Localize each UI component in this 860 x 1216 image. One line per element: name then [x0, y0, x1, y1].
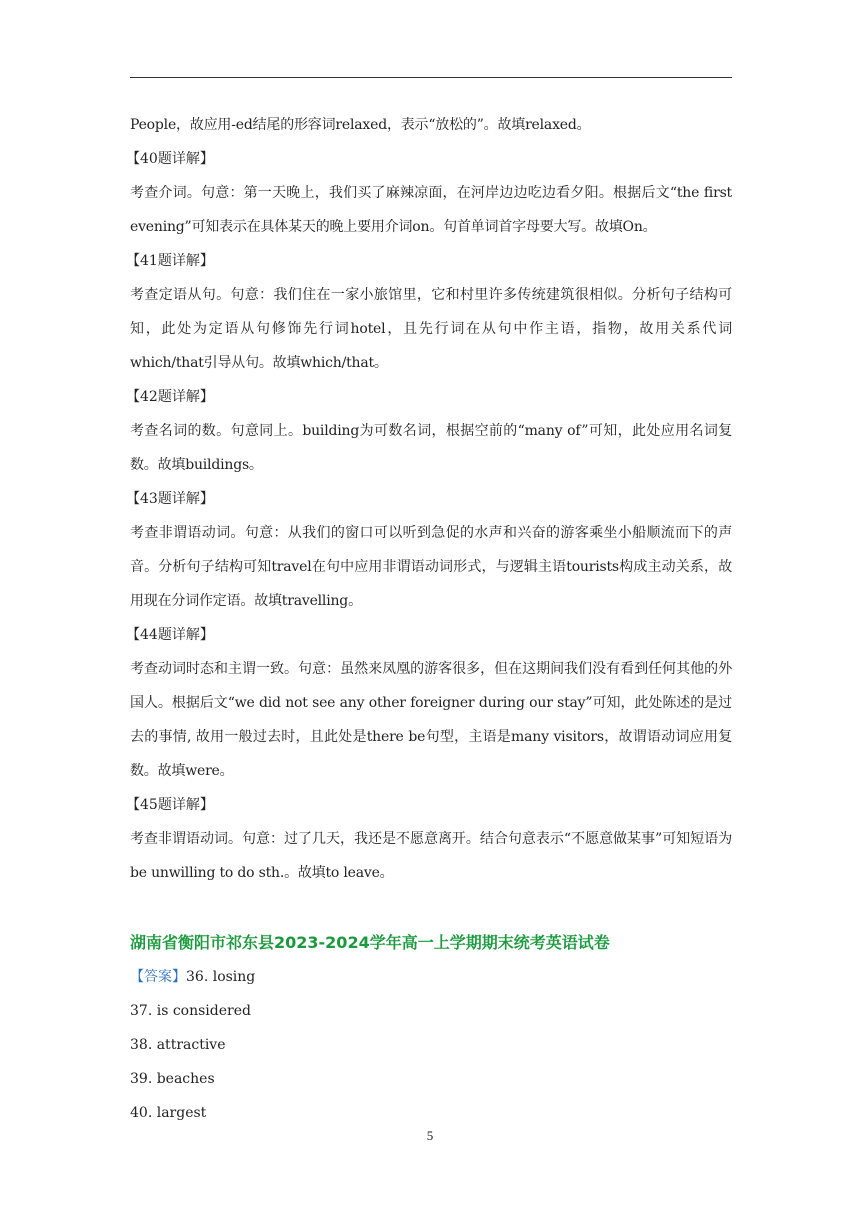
item-44-explanation: 考查动词时态和主谓一致。句意：虽然来凤凰的游客很多，但在这期间我们没有看到任何其他的外国人。根据后文“we did not see any other foreigner during our stay”可知，此处陈述的是过去的事情, 故用一般过去时，且此处是there be句型，主语是many visitors，故谓语动词应用复数。故填were。 — [130, 661, 732, 779]
header-rule — [130, 77, 732, 78]
item-45-heading: 【45题详解】 — [126, 797, 214, 813]
item-42-explanation: 考查名词的数。句意同上。building为可数名词，根据空前的“many of”可知，此处应用名词复数。故填buildings。 — [130, 423, 732, 473]
item-43-heading: 【43题详解】 — [126, 491, 214, 507]
answer-label: 【答案】 — [130, 969, 186, 985]
item-45-explanation: 考查非谓语动词。句意：过了几天，我还是不愿意离开。结合句意表示“不愿意做某事”可知短语为be unwilling to do sth.。故填to leave。 — [130, 831, 732, 881]
answer-36: 36. losing — [186, 969, 256, 985]
item-40-heading: 【40题详解】 — [126, 151, 214, 167]
item-41-heading: 【41题详解】 — [126, 253, 214, 269]
answer-39: 39. beaches — [130, 1071, 215, 1087]
page-content — [126, 108, 732, 1130]
answer-line-1 — [130, 960, 732, 994]
item-41-explanation: 考查定语从句。句意：我们住在一家小旅馆里，它和村里许多传统建筑很相似。分析句子结构可知，此处为定语从句修饰先行词hotel，且先行词在从句中作主语，指物，故用关系代词which/that引导从句。故填which/that。 — [130, 287, 732, 371]
section-title: 湖南省衡阳市祁东县2023-2024学年高一上学期期末统考英语试卷 — [130, 933, 610, 952]
answer-40: 40. largest — [130, 1105, 207, 1121]
answer-38: 38. attractive — [130, 1037, 226, 1053]
item-44-heading: 【44题详解】 — [126, 627, 214, 643]
continuation-paragraph: People，故应用-ed结尾的形容词relaxed，表示“放松的”。故填relaxed。 — [130, 117, 591, 133]
answer-37: 37. is considered — [130, 1003, 251, 1019]
page-number: 5 — [426, 1128, 434, 1143]
item-42-heading: 【42题详解】 — [126, 389, 214, 405]
item-40-explanation: 考查介词。句意：第一天晚上，我们买了麻辣凉面，在河岸边边吃边看夕阳。根据后文“the first evening”可知表示在具体某天的晚上要用介词on。句首单词首字母要大写。故填On。 — [130, 185, 732, 235]
item-43-explanation: 考查非谓语动词。句意：从我们的窗口可以听到急促的水声和兴奋的游客乘坐小船顺流而下的声音。分析句子结构可知travel在句中应用非谓语动词形式，与逻辑主语tourists构成主动关系，故用现在分词作定语。故填travelling。 — [130, 525, 732, 609]
